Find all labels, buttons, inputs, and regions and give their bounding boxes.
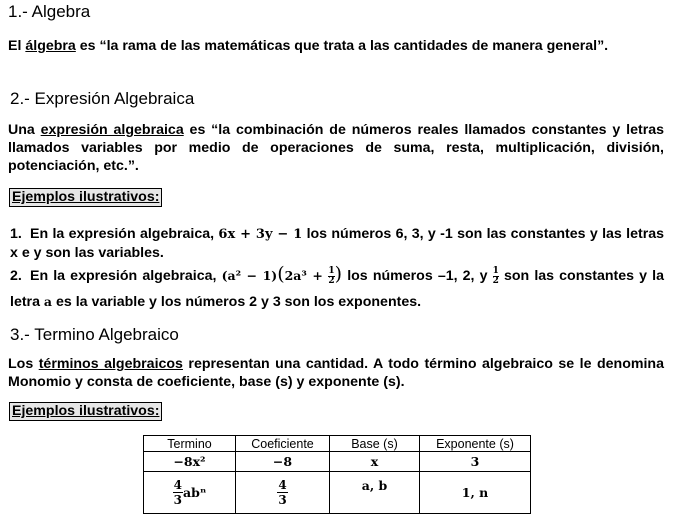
example-1 <box>10 225 664 262</box>
cell-coef: −8 <box>236 452 330 472</box>
numerator: 1 <box>328 265 335 276</box>
table-row <box>144 452 531 472</box>
fraction-four-thirds <box>173 478 183 507</box>
cell-base: x <box>330 452 420 472</box>
section-2-paragraph <box>8 121 664 175</box>
text: El <box>8 38 26 54</box>
term-algebra: álgebra <box>25 38 76 54</box>
header-exponente: Exponente (s) <box>420 436 531 452</box>
cell-exp: 3 <box>420 452 531 472</box>
term-terminos-algebraicos: términos algebraicos <box>38 356 183 372</box>
text: representan una cantidad. A todo término algebraico se le denomina Monomio y consta de coeficiente, base (s) y exponente (s). <box>8 356 664 390</box>
table-row <box>144 472 531 514</box>
denominator: 2 <box>328 275 335 286</box>
section-2-title: 2.- Expresión Algebraica <box>10 89 195 108</box>
list-number: 2. <box>10 268 22 284</box>
denominator: 2 <box>492 275 499 286</box>
text: En la expresión algebraica, <box>30 226 219 242</box>
list-number: 1. <box>10 226 22 242</box>
header-termino: Termino <box>144 436 236 452</box>
examples-label-1: Ejemplos ilustrativos: <box>9 188 162 207</box>
section-3-paragraph <box>8 355 664 391</box>
text: los números –1, 2, y <box>342 268 493 284</box>
math-factor-1: (a² − 1) <box>221 268 278 283</box>
variable-a: a <box>43 294 53 309</box>
cell-term <box>144 472 236 514</box>
header-coeficiente: Coeficiente <box>236 436 330 452</box>
monomial-table <box>143 435 531 514</box>
denominator: 3 <box>278 493 287 507</box>
text: En la expresión algebraica, <box>30 268 222 284</box>
cell-coef <box>236 472 330 514</box>
table-header-row <box>144 436 531 452</box>
term-expresion-algebraica: expresión algebraica <box>40 122 184 138</box>
denominator: 3 <box>173 493 183 507</box>
numerator: 4 <box>173 478 183 492</box>
numerator: 4 <box>278 478 287 492</box>
text: son las constantes y la letra <box>10 268 665 310</box>
text: es “la rama de las matemáticas que trata a las cantidades de manera general”. <box>75 38 609 54</box>
section-3-title: 3.- Termino Algebraico <box>10 325 179 344</box>
paren-open: ( <box>277 263 285 285</box>
example-2 <box>10 262 664 315</box>
cell-base: a, b <box>330 472 420 514</box>
paren-close: ) <box>334 263 343 285</box>
math-expression: 6x + 3y − 1 <box>218 227 303 242</box>
cell-term: −8x² <box>144 452 236 472</box>
section-1-paragraph <box>8 37 664 55</box>
fraction-four-thirds <box>277 478 287 507</box>
text: es la variable y los números 2 y 3 son los exponentes. <box>52 294 422 310</box>
numerator: 1 <box>492 265 499 276</box>
text: Una <box>8 122 41 138</box>
math-factor-2: 2a³ + <box>284 268 329 283</box>
examples-label-2: Ejemplos ilustrativos: <box>9 402 162 421</box>
term-variables: abⁿ <box>183 485 207 500</box>
section-1-title: 1.- Algebra <box>8 2 91 21</box>
header-base: Base (s) <box>330 436 420 452</box>
text: es “la combinación de números reales llamados constantes y letras llamados variables por medio de operaciones de suma, resta, multiplicación, división, potenciación, etc.”. <box>8 122 665 174</box>
text: los números 6, 3, y -1 son las constantes y las letras x e y son las variables. <box>10 226 664 261</box>
cell-exp: 1, n <box>420 472 531 514</box>
text: Los <box>8 356 39 372</box>
